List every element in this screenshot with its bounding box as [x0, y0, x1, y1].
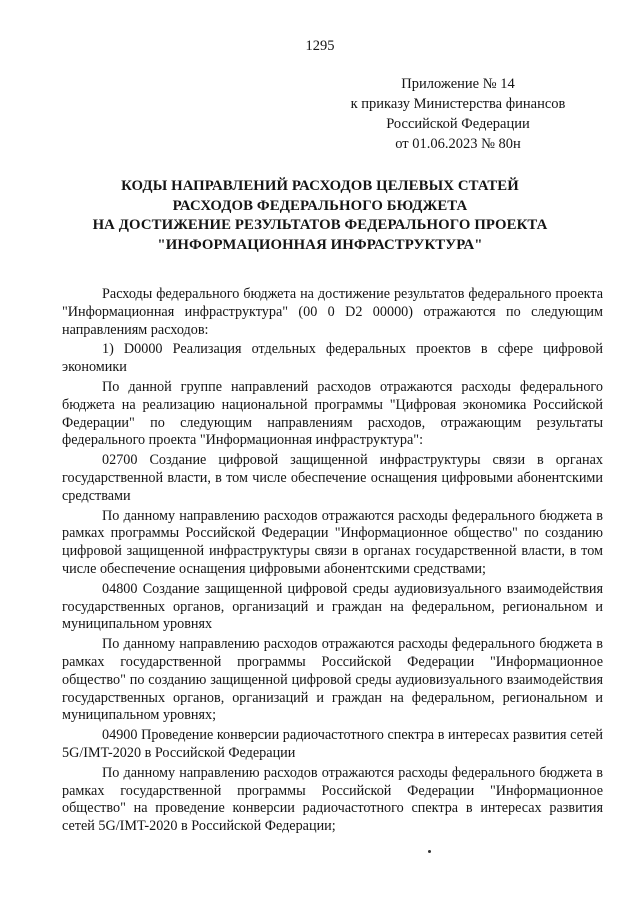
paragraph-code-02700: 02700 Создание цифровой защищенной инфраструктуры связи в органах государственной власти, в том числе обеспечение оснащения цифровыми абонентскими средствами — [62, 452, 603, 504]
appendix-line: от 01.06.2023 № 80н — [395, 136, 521, 152]
paragraph-group-description: По данной группе направлений расходов отражаются расходы федерального бюджета на реализацию национальной программы "Цифровая экономика Российской Федерации" по следующим направлениям расходов, отражающим результаты федерального проекта "Информационная инфраструктура": — [62, 378, 603, 449]
appendix-line: Приложение № 14 — [401, 76, 515, 92]
title-line: НА ДОСТИЖЕНИЕ РЕЗУЛЬТАТОВ ФЕДЕРАЛЬНОГО ПРОЕКТА — [92, 217, 548, 233]
paragraph-code-04900: 04900 Проведение конверсии радиочастотного спектра в интересах развития сетей 5G/IMT-2020 в Российской Федерации — [62, 727, 603, 761]
appendix-line: Российской Федерации — [386, 116, 530, 132]
paragraph-intro: Расходы федерального бюджета на достижение результатов федерального проекта "Информационная инфраструктура" (00 0 D2 00000) отражаются по следующим направлениям расходов: — [62, 286, 603, 338]
document-body — [62, 286, 603, 838]
paragraph-group-d0000: 1) D0000 Реализация отдельных федеральных проектов в сфере цифровой экономики — [62, 341, 603, 376]
title-line: КОДЫ НАПРАВЛЕНИЙ РАСХОДОВ ЦЕЛЕВЫХ СТАТЕЙ — [121, 178, 519, 194]
page-number: 1295 — [305, 38, 335, 54]
document-title — [62, 177, 578, 255]
title-line: "ИНФОРМАЦИОННАЯ ИНФРАСТРУКТУРА" — [157, 236, 483, 253]
appendix-header — [340, 74, 576, 154]
paragraph-code-04800: 04800 Создание защищенной цифровой среды аудиовизуального взаимодействия государственных органов, организаций и граждан на федеральном, региональном и муниципальном уровнях — [62, 580, 603, 633]
appendix-line: к приказу Министерства финансов — [350, 96, 566, 112]
paragraph-code-04800-description: По данному направлению расходов отражаются расходы федерального бюджета в рамках государственной программы Российской Федерации "Информационное общество" по созданию защищенной цифровой среды аудиовизуального взаимодействия государственных органов, организаций и граждан на федеральном, региональном и муниципальном уровнях; — [62, 636, 603, 724]
scan-speck — [428, 850, 431, 853]
title-line: РАСХОДОВ ФЕДЕРАЛЬНОГО БЮДЖЕТА — [172, 197, 468, 214]
paragraph-code-02700-description: По данному направлению расходов отражаются расходы федерального бюджета в рамках программы Российской Федерации "Информационное общество" по созданию цифровой защищенной инфраструктуры связи в органах государственной власти, в том числе обеспечение оснащения цифровыми абонентскими средствами; — [62, 507, 603, 577]
paragraph-code-04900-description: По данному направлению расходов отражаются расходы федерального бюджета в рамках государственной программы Российской Федерации "Информационное общество" на проведение конверсии радиочастотного спектра в интересах развития сетей 5G/IMT-2020 в Российской Федерации; — [62, 764, 603, 835]
